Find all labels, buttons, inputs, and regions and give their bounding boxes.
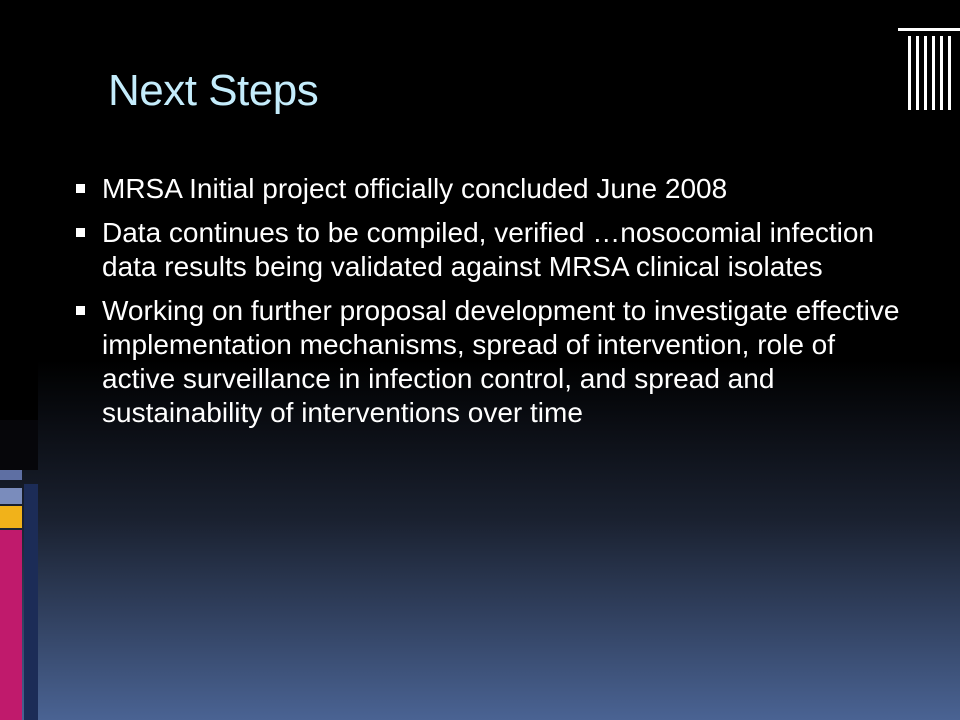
slide-title: Next Steps (108, 66, 319, 115)
strip-blue-segment (0, 470, 22, 480)
square-bullet-icon (76, 228, 85, 237)
bullet-text: MRSA Initial project officially concluded June 2008 (102, 173, 728, 204)
strip-magenta-segment (0, 530, 22, 720)
strip-yellow-segment (0, 506, 22, 528)
bullet-text: Working on further proposal development to investigate effective implementation mechanisms, spread of intervention, role of active surveillance in infection control, and spread and sustainability of interventions over time (102, 295, 900, 428)
strip-navy-segment (24, 484, 38, 720)
list-item (76, 172, 906, 206)
list-item (76, 216, 906, 284)
list-item (76, 294, 906, 430)
strip-dark-top (0, 0, 38, 420)
bullet-list (76, 172, 906, 440)
square-bullet-icon (76, 184, 85, 193)
strip-light-blue-segment (0, 488, 22, 504)
strip-dark-middle (0, 420, 38, 470)
bullet-text: Data continues to be compiled, verified …nosocomial infection data results being validated against MRSA clinical isolates (102, 217, 874, 282)
left-accent-strip (0, 0, 38, 720)
slide (38, 0, 960, 720)
square-bullet-icon (76, 306, 85, 315)
